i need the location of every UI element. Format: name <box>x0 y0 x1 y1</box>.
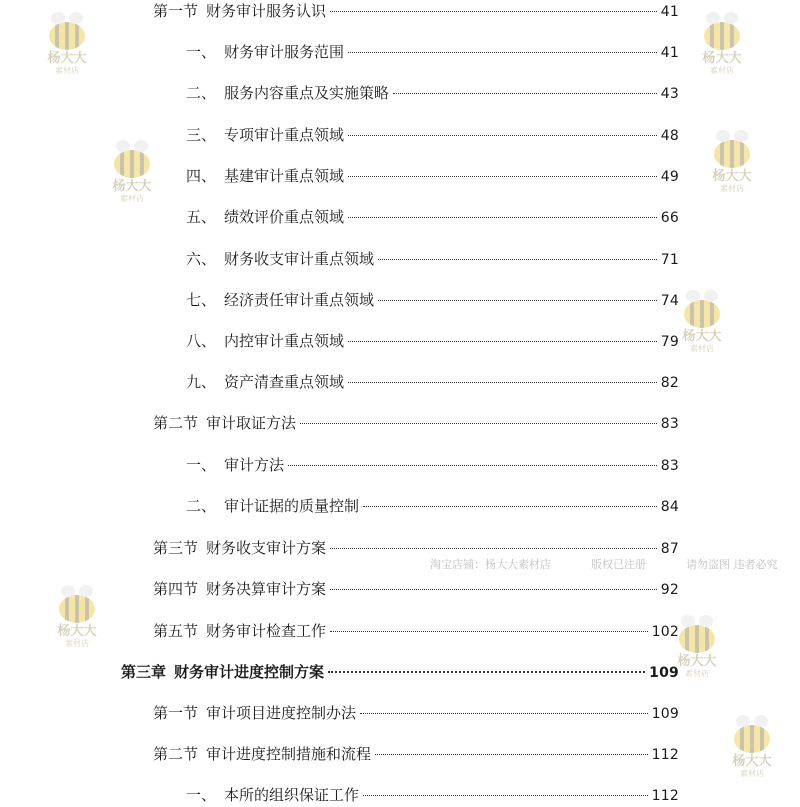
toc-entry[interactable] <box>153 412 679 434</box>
watermark-logo: 杨大大 素材店 <box>695 140 769 193</box>
toc-leader-dots <box>348 217 657 218</box>
toc-entry-page: 71 <box>660 252 679 268</box>
toc-entry-page: 43 <box>660 86 679 102</box>
bee-icon <box>114 150 150 178</box>
toc-entry[interactable] <box>186 371 679 393</box>
toc-entry-number: 九、 <box>186 373 217 391</box>
toc-entry-number: 第二节 <box>153 745 199 763</box>
toc-entry-title: 资产清查重点领域 <box>224 373 345 391</box>
watermark-logo: 杨大大 素材店 <box>40 595 114 648</box>
toc-entry-title: 本所的组织保证工作 <box>224 786 360 804</box>
toc-entry[interactable] <box>186 248 679 270</box>
toc-leader-dots <box>300 423 657 424</box>
toc-entry-page: 74 <box>660 293 679 309</box>
toc-entry-page: 87 <box>660 541 679 557</box>
toc-leader-dots <box>288 465 657 466</box>
toc-entry-page: 66 <box>660 210 679 226</box>
toc-entry-number: 第二节 <box>153 414 199 432</box>
toc-leader-dots <box>330 548 657 549</box>
toc-entry-number: 一、 <box>186 456 217 474</box>
toc-leader-dots <box>360 713 648 714</box>
toc-entry-title: 基建审计重点领域 <box>224 167 345 185</box>
toc-entry-title: 财务收支审计重点领域 <box>224 250 375 268</box>
toc-entry[interactable] <box>186 330 679 352</box>
toc-entry-page: 83 <box>660 458 679 474</box>
toc-leader-dots <box>378 300 657 301</box>
toc-entry[interactable] <box>153 537 679 559</box>
toc-entry-page: 82 <box>660 375 679 391</box>
toc-leader-dots <box>330 589 657 590</box>
toc-entry-title: 内控审计重点领域 <box>224 332 345 350</box>
toc-leader-dots <box>330 631 648 632</box>
toc-entry-page: 41 <box>660 4 679 20</box>
toc-entry-title: 财务收支审计方案 <box>206 539 327 557</box>
toc-entry-page: 83 <box>660 416 679 432</box>
toc-entry-number: 第五节 <box>153 622 199 640</box>
bee-icon <box>704 22 740 50</box>
toc-entry[interactable] <box>153 702 679 724</box>
toc-entry-number: 第三章 <box>121 663 167 681</box>
toc-entry-number: 第三节 <box>153 539 199 557</box>
bee-icon <box>684 300 720 328</box>
toc-entry-title: 财务审计进度控制方案 <box>174 663 325 681</box>
toc-leader-dots <box>363 795 648 796</box>
toc-entry-number: 八、 <box>186 332 217 350</box>
toc-entry[interactable] <box>153 620 679 642</box>
bee-icon <box>714 140 750 168</box>
toc-entry-page: 109 <box>651 706 679 722</box>
toc-leader-dots <box>330 11 657 12</box>
toc-entry-number: 一、 <box>186 786 217 804</box>
toc-entry-title: 审计进度控制措施和流程 <box>206 745 372 763</box>
toc-entry[interactable] <box>186 82 679 104</box>
toc-entry[interactable] <box>186 289 679 311</box>
toc-entry-page: 102 <box>651 624 679 640</box>
toc-entry-number: 一、 <box>186 43 217 61</box>
bee-icon <box>679 625 715 653</box>
toc-leader-dots <box>348 52 657 53</box>
toc-entry-page: 112 <box>651 788 679 804</box>
toc-entry-title: 审计取证方法 <box>206 414 297 432</box>
toc-entry-number: 六、 <box>186 250 217 268</box>
toc-leader-dots <box>348 176 657 177</box>
toc-entry-page: 109 <box>649 665 679 681</box>
toc-entry-title: 财务审计服务范围 <box>224 43 345 61</box>
toc-leader-dots <box>348 135 657 136</box>
toc-entry-title: 财务决算审计方案 <box>206 580 327 598</box>
toc-entry-number: 第一节 <box>153 2 199 20</box>
toc-leader-dots <box>363 506 657 507</box>
toc-entry-title: 审计方法 <box>224 456 285 474</box>
toc-leader-dots <box>393 93 657 94</box>
toc-entry-number: 二、 <box>186 84 217 102</box>
toc-chapter-entry[interactable] <box>121 661 679 683</box>
toc-entry[interactable] <box>153 578 679 600</box>
toc-leader-dots <box>348 382 657 383</box>
bee-icon <box>734 725 770 753</box>
watermark-text-line: 淘宝店铺：杨大大素材店 版权已注册 请勿盗图 违者必究 <box>430 558 778 571</box>
bee-icon <box>59 595 95 623</box>
toc-entry-page: 48 <box>660 128 679 144</box>
toc-entry-page: 79 <box>660 334 679 350</box>
toc-entry-page: 112 <box>651 747 679 763</box>
watermark-logo: 杨大大 素材店 <box>30 22 104 75</box>
toc-entry-page: 92 <box>660 582 679 598</box>
toc-entry-page: 41 <box>660 45 679 61</box>
bee-icon <box>49 22 85 50</box>
toc-entry[interactable] <box>186 454 679 476</box>
toc-entry[interactable] <box>186 41 679 63</box>
toc-leader-dots <box>375 754 648 755</box>
watermark-logo: 杨大大 素材店 <box>660 625 734 678</box>
watermark-logo: 杨大大 素材店 <box>715 725 789 778</box>
toc-leader-dots <box>378 259 657 260</box>
toc-entry[interactable] <box>153 743 679 765</box>
toc-entry-title: 财务审计服务认识 <box>206 2 327 20</box>
toc-entry-number: 第一节 <box>153 704 199 722</box>
watermark-logo: 杨大大 素材店 <box>95 150 169 203</box>
toc-entry-title: 财务审计检查工作 <box>206 622 327 640</box>
toc-entry-title: 服务内容重点及实施策略 <box>224 84 390 102</box>
toc-entry[interactable] <box>186 784 679 806</box>
toc-entry[interactable] <box>186 495 679 517</box>
toc-entry-page: 84 <box>660 499 679 515</box>
toc-leader-dots <box>348 341 657 342</box>
toc-entry-number: 七、 <box>186 291 217 309</box>
toc-leader-dots <box>328 671 645 673</box>
toc-entry-title: 经济责任审计重点领域 <box>224 291 375 309</box>
toc-entry[interactable] <box>186 165 679 187</box>
toc-entry[interactable] <box>186 206 679 228</box>
watermark-logo: 杨大大 素材店 <box>685 22 759 75</box>
toc-entry-title: 专项审计重点领域 <box>224 126 345 144</box>
toc-entry-number: 第四节 <box>153 580 199 598</box>
toc-entry-number: 五、 <box>186 208 217 226</box>
toc-entry-number: 二、 <box>186 497 217 515</box>
toc-entry[interactable] <box>186 124 679 146</box>
toc-entry-page: 49 <box>660 169 679 185</box>
toc-entry-title: 绩效评价重点领域 <box>224 208 345 226</box>
toc-entry-number: 三、 <box>186 126 217 144</box>
toc-entry[interactable] <box>153 0 679 22</box>
toc-entry-title: 审计证据的质量控制 <box>224 497 360 515</box>
toc-entry-title: 审计项目进度控制办法 <box>206 704 357 722</box>
toc-entry-number: 四、 <box>186 167 217 185</box>
watermark-logo: 杨大大 素材店 <box>665 300 739 353</box>
